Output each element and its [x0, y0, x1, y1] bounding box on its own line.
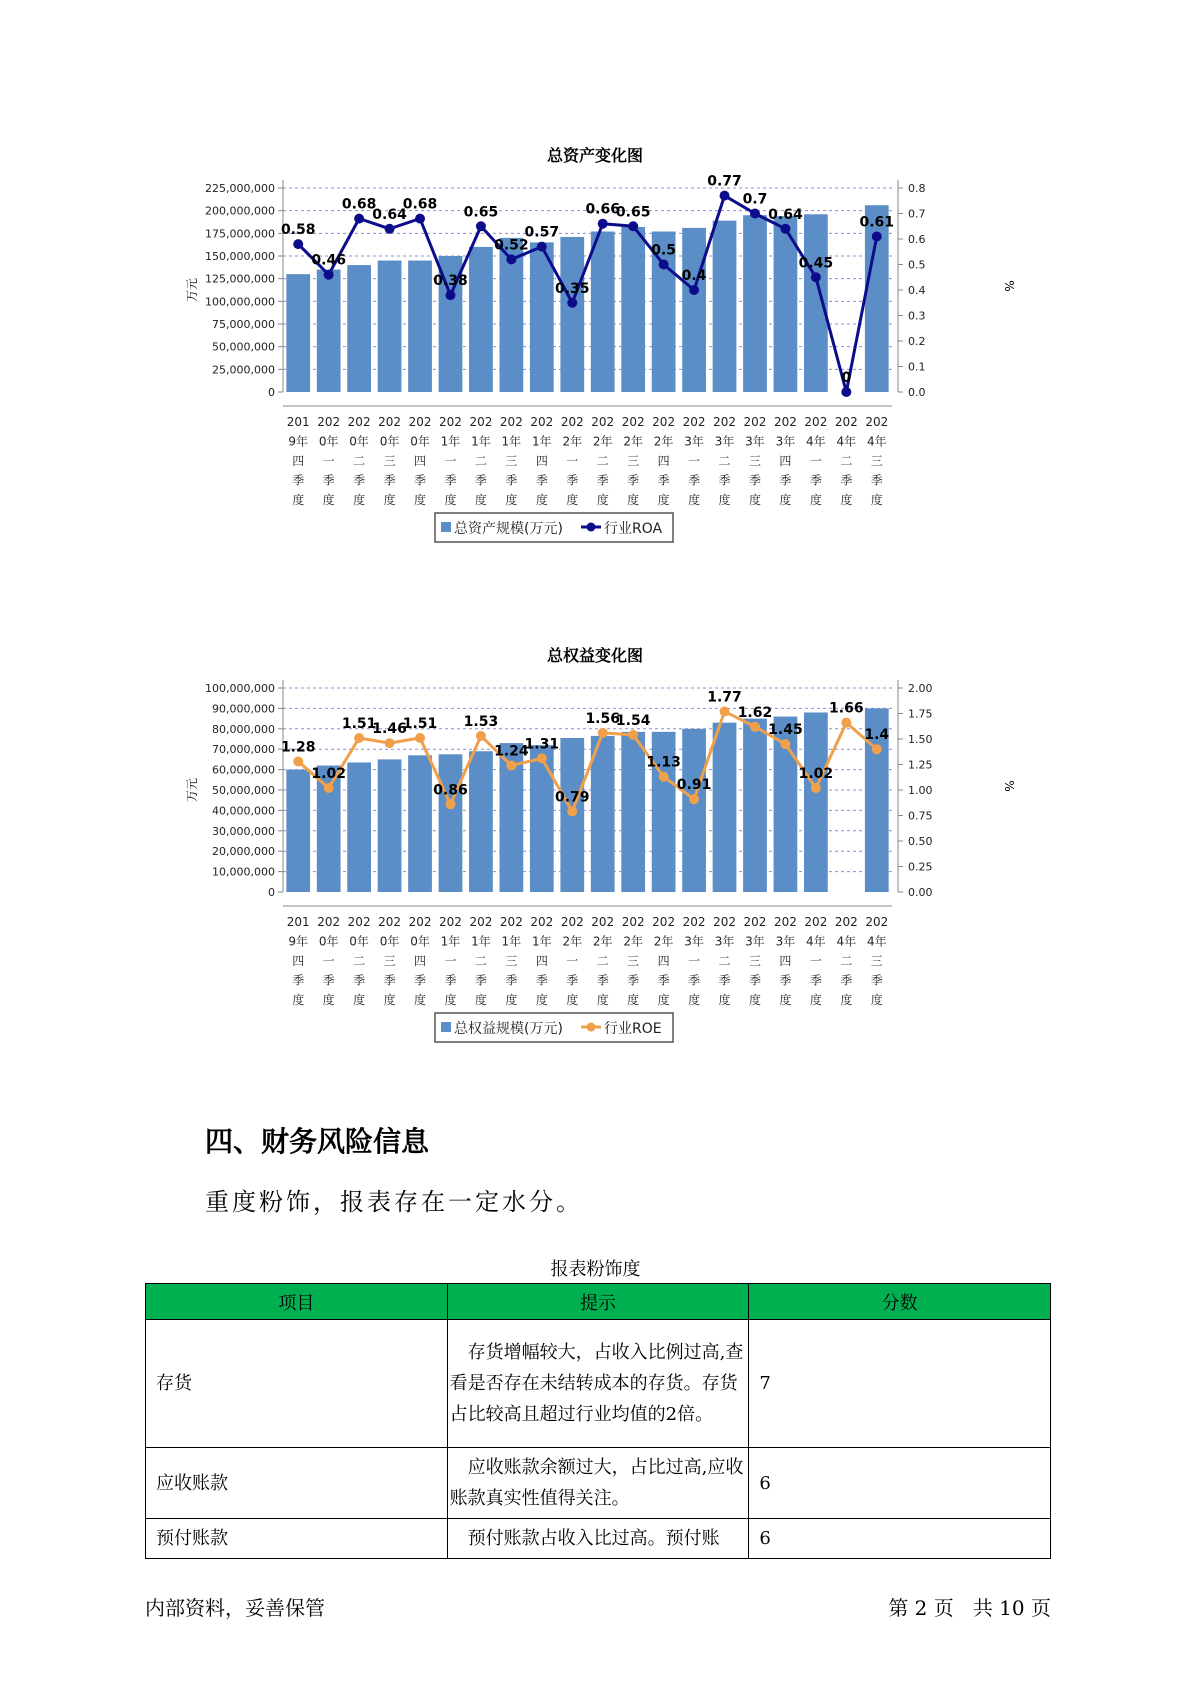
x-tick-label: 202 3年一季度: [682, 415, 706, 507]
table-header-row: [146, 1284, 1051, 1320]
x-tick-label: 202 0年二季度: [347, 915, 371, 1007]
x-tick-label: 201 9年四季度: [286, 415, 310, 507]
y-tick-label: 225,000,000: [205, 182, 275, 195]
x-tick-label: 202 4年三季度: [865, 915, 889, 1007]
bar: [713, 723, 737, 892]
legend-swatch-dot: [587, 523, 596, 532]
x-tick-label: 202 0年一季度: [317, 415, 341, 507]
data-point: [293, 239, 303, 249]
y-axis-label: 万元: [185, 277, 199, 303]
total-assets-chart-svg: [0, 140, 1191, 600]
data-point: [689, 285, 699, 295]
x-tick-label: 202 1年一季度: [439, 415, 462, 507]
data-point: [354, 214, 364, 224]
data-point: [720, 191, 730, 201]
y-tick-label: 70,000,000: [212, 743, 275, 757]
x-tick-label: 202 1年四季度: [530, 915, 554, 1007]
data-label: 0.86: [433, 782, 468, 799]
y-axis-label: 万元: [185, 777, 199, 803]
x-tick-label: 202 3年三季度: [743, 415, 767, 507]
bar: [713, 221, 737, 392]
data-label: 1.51: [402, 715, 438, 732]
x-tick-label: 202 3年四季度: [773, 415, 797, 507]
data-label: 1.45: [768, 722, 803, 739]
x-tick-label: 202 0年一季度: [317, 915, 341, 1007]
y-tick-label: 90,000,000: [212, 702, 275, 716]
x-tick-label: 202 2年一季度: [560, 415, 584, 507]
x-tick-label: 202 0年二季度: [347, 415, 371, 507]
data-point: [537, 753, 547, 763]
y2-axis-label: %: [1002, 780, 1016, 792]
data-label: 0.68: [341, 196, 377, 213]
y-tick-label: 60,000,000: [212, 763, 275, 777]
x-tick-label: 202 0年三季度: [378, 915, 402, 1007]
data-label: 0.4: [681, 268, 707, 284]
data-point: [659, 260, 669, 270]
x-tick-label: 202 3年四季度: [773, 915, 797, 1007]
bar: [347, 265, 371, 392]
data-point: [385, 738, 395, 748]
x-tick-label: 202 2年四季度: [652, 915, 676, 1007]
y-tick-label: 75,000,000: [212, 318, 275, 331]
y-tick-label: 0: [268, 886, 275, 899]
bar: [439, 754, 463, 892]
y2-tick-label: 0.2: [908, 335, 926, 348]
x-tick-label: 202 2年二季度: [591, 415, 615, 507]
row-hint: 预付账款占收入比过高。预付账: [447, 1519, 749, 1559]
legend-label: 总权益规模(万元): [454, 1021, 563, 1037]
y-tick-label: 125,000,000: [205, 272, 275, 286]
row-item: 预付账款: [146, 1519, 448, 1559]
y2-tick-label: 0.5: [908, 258, 926, 272]
data-label: 1.51: [341, 715, 377, 732]
bar: [378, 759, 402, 892]
data-label: 1.28: [280, 739, 316, 756]
data-label: 0: [841, 370, 852, 386]
header-item: 项目: [146, 1284, 448, 1320]
y2-tick-label: 1.50: [908, 733, 933, 746]
data-point: [872, 231, 882, 241]
bar: [469, 751, 493, 892]
y2-tick-label: 0.50: [908, 835, 933, 848]
bar: [682, 729, 706, 892]
x-tick-label: 202 0年四季度: [408, 415, 432, 507]
data-label: 0.46: [311, 252, 346, 269]
row-score: 6: [749, 1448, 1051, 1519]
section-heading: 四、财务风险信息: [205, 1125, 430, 1158]
x-tick-label: 202 2年三季度: [621, 415, 645, 507]
total-equity-chart-svg: [0, 640, 1191, 1100]
y2-tick-label: 0.8: [908, 182, 926, 195]
y-tick-label: 0: [268, 386, 275, 399]
legend-label: 行业ROE: [604, 1021, 662, 1037]
data-label: 0.66: [585, 201, 620, 218]
data-label: 0.79: [555, 789, 590, 806]
y-tick-label: 80,000,000: [212, 722, 275, 736]
x-tick-label: 202 3年一季度: [682, 915, 706, 1007]
data-label: 1.31: [524, 736, 560, 753]
y2-axis-label: %: [1002, 280, 1016, 292]
table-caption: 报表粉饰度: [550, 1259, 641, 1280]
x-tick-label: 202 4年二季度: [834, 415, 858, 507]
data-point: [324, 783, 334, 793]
y2-tick-label: 2.00: [908, 682, 933, 695]
row-item: 存货: [146, 1320, 448, 1448]
x-tick-label: 202 4年一季度: [804, 915, 828, 1007]
data-label: 0.65: [615, 204, 651, 221]
bar: [560, 237, 584, 392]
data-point: [750, 722, 760, 732]
data-point: [720, 706, 730, 716]
data-point: [841, 387, 851, 397]
data-label: 0.64: [768, 206, 803, 223]
y2-tick-label: 0.6: [908, 233, 926, 246]
data-point: [415, 214, 425, 224]
y2-tick-label: 0.75: [908, 809, 933, 823]
data-label: 1.46: [372, 721, 407, 738]
y2-tick-label: 0.0: [908, 386, 926, 399]
y2-tick-label: 0.4: [908, 284, 926, 297]
x-tick-label: 202 1年三季度: [499, 915, 523, 1007]
data-label: 1.02: [311, 765, 346, 782]
x-tick-label: 202 4年三季度: [865, 415, 889, 507]
section-text: 重度粉饰，报表存在一定水分。: [205, 1188, 583, 1216]
chart-title: 总资产变化图: [546, 146, 644, 165]
data-label: 1.66: [829, 700, 864, 717]
x-tick-label: 202 3年三季度: [743, 915, 767, 1007]
y-tick-label: 50,000,000: [212, 340, 275, 354]
data-label: 1.13: [646, 754, 681, 771]
data-point: [659, 772, 669, 782]
x-tick-label: 202 2年一季度: [560, 915, 584, 1007]
bar: [286, 770, 310, 892]
data-label: 1.56: [585, 710, 620, 727]
y-tick-label: 40,000,000: [212, 804, 275, 818]
data-point: [445, 799, 455, 809]
data-label: 1.24: [494, 743, 529, 760]
bar: [621, 227, 645, 392]
page-number: 第 2 页 共 10 页: [888, 1596, 1051, 1620]
bar: [408, 261, 432, 392]
data-point: [385, 224, 395, 234]
data-point: [689, 794, 699, 804]
data-point: [780, 739, 790, 749]
y2-tick-label: 1.00: [908, 784, 933, 797]
bar: [286, 274, 310, 392]
data-label: 1.02: [798, 765, 834, 782]
y2-tick-label: 0.25: [908, 860, 933, 874]
x-tick-label: 202 2年四季度: [652, 415, 676, 507]
bar: [804, 712, 828, 892]
x-tick-label: 202 3年二季度: [713, 415, 736, 507]
x-tick-label: 202 2年二季度: [591, 915, 615, 1007]
bar: [530, 745, 554, 892]
bar: [317, 270, 341, 392]
data-label: 1.54: [615, 712, 651, 729]
legend-swatch-bar: [441, 522, 451, 532]
x-tick-label: 202 1年三季度: [499, 415, 523, 507]
legend-label: 行业ROA: [604, 521, 663, 537]
x-tick-label: 202 1年二季度: [469, 915, 493, 1007]
y-tick-label: 100,000,000: [205, 682, 275, 695]
total-equity-chart: [0, 640, 1191, 1100]
data-point: [628, 221, 638, 231]
data-point: [324, 270, 334, 280]
x-tick-label: 202 3年二季度: [713, 915, 736, 1007]
y-tick-label: 175,000,000: [205, 227, 275, 241]
x-tick-label: 202 1年二季度: [469, 415, 493, 507]
y-tick-label: 150,000,000: [205, 250, 275, 263]
y-tick-label: 200,000,000: [205, 204, 275, 218]
data-label: 1.53: [463, 713, 499, 730]
row-hint: 应收账款余额过大，占比过高,应收账款真实性值得关注。: [447, 1448, 749, 1519]
bar: [743, 215, 767, 392]
row-hint: 存货增幅较大，占收入比例过高,查看是否存在未结转成本的存货。存货占比较高且超过行业均值的2倍。: [447, 1320, 749, 1448]
row-score: 7: [749, 1320, 1051, 1448]
bar: [743, 719, 767, 892]
bar: [408, 755, 432, 892]
x-tick-label: 202 0年三季度: [378, 415, 402, 507]
data-point: [872, 744, 882, 754]
data-label: 0.68: [402, 196, 438, 213]
y-tick-label: 30,000,000: [212, 824, 275, 838]
x-tick-label: 202 4年一季度: [804, 415, 828, 507]
chart-title: 总权益变化图: [546, 646, 644, 665]
table-row: [146, 1448, 1051, 1519]
data-label: 1.4: [864, 727, 890, 744]
legend-swatch-bar: [441, 1022, 451, 1032]
data-point: [567, 806, 577, 816]
data-point: [780, 224, 790, 234]
total-assets-chart: [0, 140, 1191, 600]
bar: [621, 732, 645, 892]
data-label: 0.52: [494, 237, 529, 254]
y-tick-label: 10,000,000: [212, 865, 275, 879]
data-label: 0.7: [742, 191, 768, 208]
data-point: [506, 761, 516, 771]
data-label: 0.77: [707, 173, 742, 190]
data-point: [293, 756, 303, 766]
y2-tick-label: 1.75: [908, 707, 933, 721]
y-tick-label: 100,000,000: [205, 295, 275, 309]
data-label: 0.61: [859, 214, 895, 231]
y-tick-label: 20,000,000: [212, 845, 275, 859]
y-tick-label: 25,000,000: [212, 363, 275, 377]
data-label: 0.5: [651, 242, 677, 259]
data-label: 0.35: [555, 280, 590, 297]
data-point: [598, 728, 608, 738]
data-point: [537, 242, 547, 252]
data-point: [354, 733, 364, 743]
data-label: 1.62: [737, 704, 773, 721]
data-point: [628, 730, 638, 740]
x-tick-label: 202 0年四季度: [408, 915, 432, 1007]
data-point: [476, 731, 486, 741]
data-point: [841, 718, 851, 728]
data-point: [476, 221, 486, 231]
data-label: 0.38: [433, 273, 468, 290]
risk-table: [145, 1283, 1051, 1559]
y2-tick-label: 0.1: [908, 360, 926, 374]
data-point: [811, 272, 821, 282]
data-label: 0.91: [676, 777, 712, 794]
bar: [378, 261, 402, 392]
y2-tick-label: 0.7: [908, 207, 926, 221]
table-row: [146, 1519, 1051, 1559]
bar: [347, 762, 371, 892]
footer-note: 内部资料，妥善保管: [145, 1596, 325, 1620]
data-label: 0.58: [280, 222, 316, 239]
data-point: [598, 219, 608, 229]
data-point: [750, 209, 760, 219]
data-point: [567, 298, 577, 308]
data-label: 0.45: [798, 255, 834, 272]
y-tick-label: 50,000,000: [212, 784, 275, 797]
data-point: [445, 290, 455, 300]
data-label: 0.65: [463, 204, 499, 221]
row-score: 6: [749, 1519, 1051, 1559]
data-point: [811, 783, 821, 793]
y2-tick-label: 0.00: [908, 886, 933, 899]
x-tick-label: 201 9年四季度: [286, 915, 310, 1007]
data-point: [506, 254, 516, 264]
bar: [591, 736, 615, 892]
legend-label: 总资产规模(万元): [454, 521, 563, 537]
data-label: 0.64: [372, 206, 407, 223]
bar: [591, 232, 615, 392]
x-tick-label: 202 4年二季度: [834, 915, 858, 1007]
header-hint: 提示: [447, 1284, 749, 1320]
bar: [682, 228, 706, 392]
legend-swatch-dot: [587, 1023, 596, 1032]
data-label: 0.57: [524, 224, 560, 241]
x-tick-label: 202 1年一季度: [439, 915, 462, 1007]
x-tick-label: 202 2年三季度: [621, 915, 645, 1007]
y2-tick-label: 0.3: [908, 309, 926, 323]
header-score: 分数: [749, 1284, 1051, 1320]
x-tick-label: 202 1年四季度: [530, 415, 554, 507]
y2-tick-label: 1.25: [908, 758, 933, 772]
table-row: [146, 1320, 1051, 1448]
bar: [469, 247, 493, 392]
data-point: [415, 733, 425, 743]
data-label: 1.77: [707, 689, 742, 706]
row-item: 应收账款: [146, 1448, 448, 1519]
